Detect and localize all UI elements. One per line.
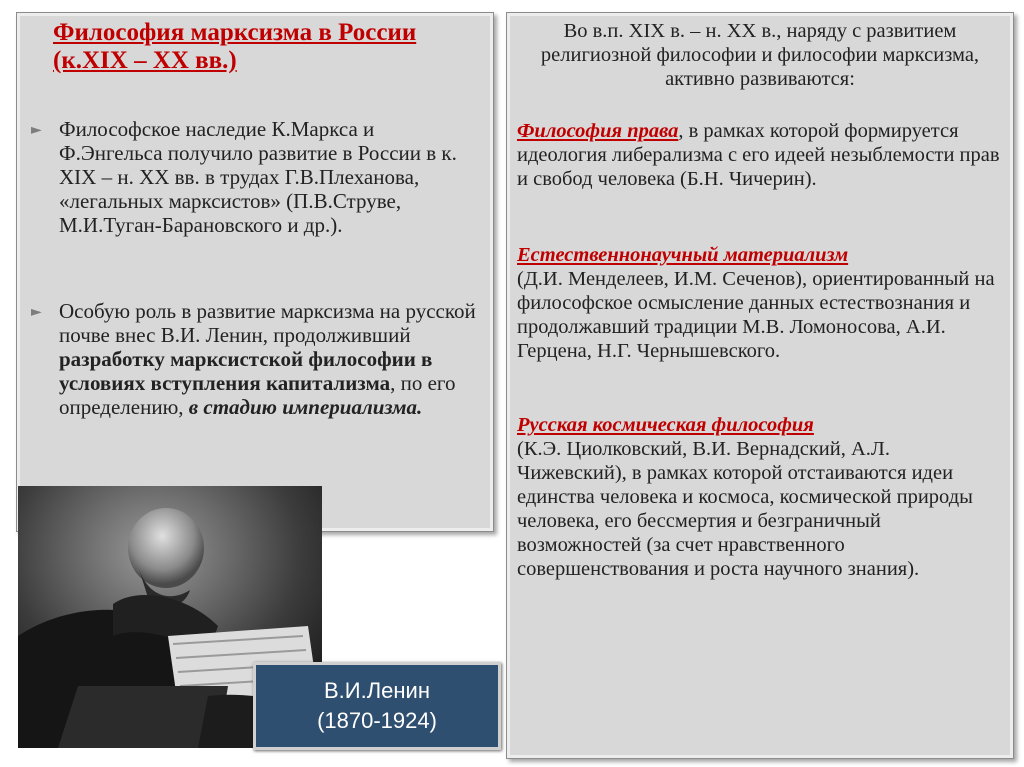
title-line-2: (к.XIX – XX вв.) — [53, 47, 237, 74]
slide-title — [53, 19, 489, 75]
bullet-text-bold: разработку марксистской философии в условиях вступления капитализма — [59, 347, 433, 395]
triangle-bullet-icon: ► — [31, 122, 42, 138]
photo-caption — [253, 662, 501, 750]
bullet-text-bolditalic: в стадию империализма. — [188, 395, 423, 419]
section-text-law: , в рамках которой формируется идеология либерализма с его идеей незыблемости прав и свобод человека (Б.Н. Чичерин). — [517, 120, 1000, 190]
section-natural-science-materialism — [517, 243, 1003, 363]
section-text-materialism: (Д.И. Менделеев, И.М. Сеченов), ориентированный на философское осмысление данных естествознания и продолжавший традиции М.В. Ломоносова, А.И. Герцена, Н.Г. Чернышевского. — [517, 268, 995, 362]
section-heading-cosmic: Русская космическая философия — [517, 414, 814, 436]
caption-name: В.И.Ленин — [324, 678, 430, 703]
title-line-1: Философия марксизма в России — [53, 19, 417, 46]
triangle-bullet-icon: ► — [31, 304, 42, 320]
intro-paragraph: Во в.п. XIX в. – н. XX в., наряду с развитием религиозной философии и философии марксизма, активно развиваются: — [540, 20, 980, 90]
left-text-panel — [16, 12, 494, 532]
section-philosophy-of-law — [517, 119, 1003, 191]
bullet-text — [59, 299, 477, 419]
section-heading-materialism: Естественнонаучный материализм — [517, 244, 849, 266]
section-cosmic-philosophy — [517, 413, 1003, 581]
caption-years: (1870-1924) — [317, 708, 437, 733]
bullet-item-lenin — [31, 299, 477, 419]
bullet-text: Философское наследие К.Маркса и Ф.Энгельса получило развитие в России в к. XIX – н. XX вв. в трудах Г.В.Плеханова, «легальных марксистов» (П.В.Струве, М.И.Туган-Барановского и др.). — [59, 117, 457, 237]
bullet-item-plekhanov — [31, 117, 477, 237]
right-text-panel — [506, 12, 1014, 759]
section-heading-law: Философия права — [517, 120, 679, 142]
section-text-cosmic: (К.Э. Циолковский, В.И. Вернадский, А.Л. Чижевский), в рамках которой отстаиваются идеи единства человека и космоса, космической природы человека, его бессмертия и безграничный возможностей (за счет нравственного совершенствования и роста научного знания). — [517, 438, 973, 580]
bullet-text-mid: , по его определению, — [59, 371, 456, 419]
bullet-text-start: Особую роль в развитие марксизма на русской почве внес В.И. Ленин, продолживший — [59, 299, 476, 347]
